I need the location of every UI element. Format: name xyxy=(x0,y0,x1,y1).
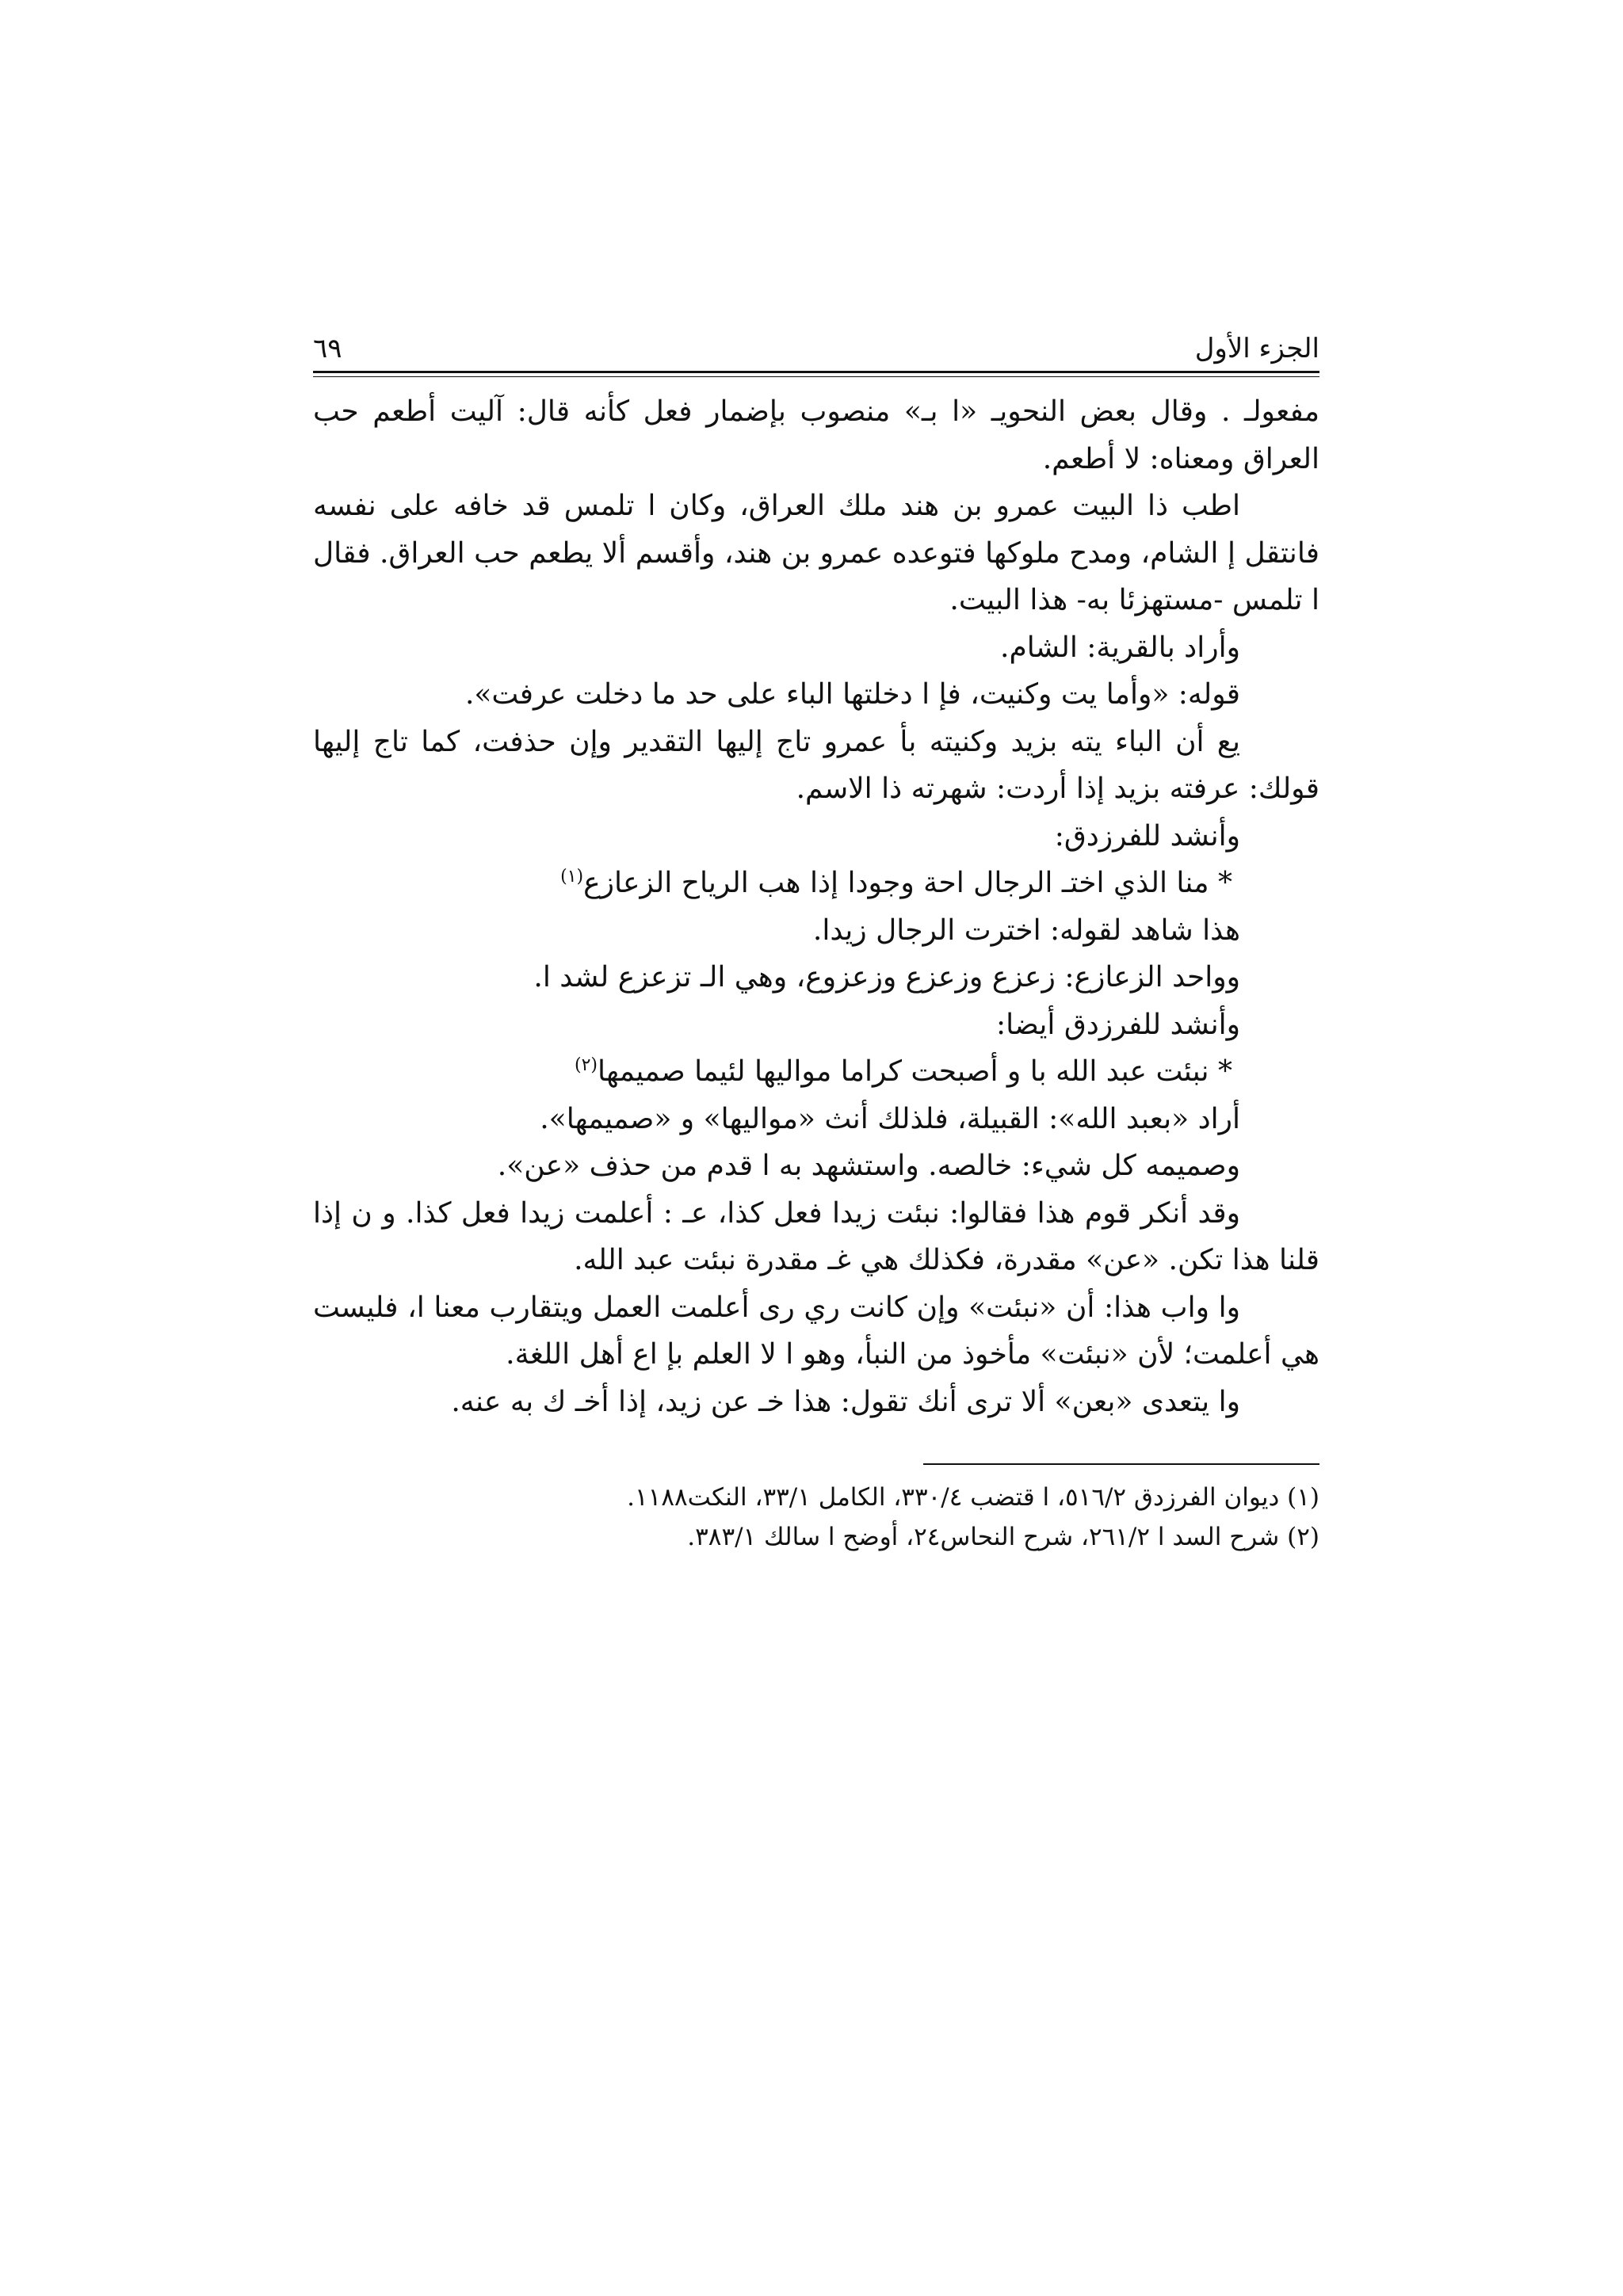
header-double-rule xyxy=(313,371,1319,377)
paragraph: وا واب هذا: أن «نبئت» وإن كانت ري رى أعلمت العمل ويتقارب معنا ا، فليست هي أعلمت؛ لأن «نبئت» مأخوذ من النبأ، وهو ا لا العلم بإ اع أهل اللغة. xyxy=(313,1291,1319,1371)
footnotes xyxy=(313,1478,1319,1557)
paragraph: قوله: «وأما يت وكنيت، فإ ا دخلتها الباء على حد ما دخلت عرفت». xyxy=(464,678,1240,711)
paragraph: مفعولـ . وقال بعض النحويـ «ا بـ» منصوب بإضمار فعل كأنه قال: آليت أطعم حب العراق ومعناه: لا أطعم. xyxy=(313,395,1319,475)
book-page xyxy=(313,325,1319,1557)
verse-text: * نبئت عبد الله با و أصبحت كراما مواليها لئيما صميمها xyxy=(598,1055,1232,1088)
footnote-marker: (٢) xyxy=(575,1055,598,1075)
paragraph: يع أن الباء يته بزيد وكنيته بأ عمرو تاج إليها التقدير وإن حذفت، كما تاج إليها قولك: عرفته بزيد إذا أردت: شهرته ذا الاسم. xyxy=(313,725,1319,805)
paragraph: هذا شاهد لقوله: اخترت الرجال زيدا. xyxy=(812,913,1240,947)
verse-line xyxy=(313,860,1319,907)
paragraph: أراد «بعبد الله»: القبيلة، فلذلك أنث «مواليها» و «صميمها». xyxy=(540,1102,1240,1135)
main-text xyxy=(313,388,1319,1425)
chapter-title: الجزء الأول xyxy=(1194,333,1319,364)
verse-line xyxy=(313,1048,1319,1096)
paragraph: وأنشد للفرزدق: xyxy=(1054,819,1240,852)
page-header xyxy=(313,325,1319,364)
verse-text: * منا الذي اختـ الرجال احة وجودا إذا هب الرياح الزعازع xyxy=(583,867,1232,899)
paragraph: وصميمه كل شيء: خالصه. واستشهد به ا قدم من حذف «عن». xyxy=(497,1150,1240,1182)
paragraph: وواحد الزعازع: زعزع وزعزع وزعزوع، وهي الـ تزعزع لشد ا. xyxy=(533,961,1240,994)
footnote-marker: (١) xyxy=(560,867,584,887)
paragraph: وا يتعدى «بعن» ألا ترى أنك تقول: هذا خـ عن زيد، إذا أخـ ك به عنه. xyxy=(451,1385,1240,1418)
page-number: ٦٩ xyxy=(313,333,342,364)
paragraph: وأراد بالقرية: الشام. xyxy=(1000,631,1240,664)
footnote: (٢) شرح السد ا ٢٦١/٢، شرح النحاس٢٤، أوضح ا سالك ٣٨٣/١. xyxy=(687,1523,1319,1551)
footnote: (١) ديوان الفرزدق ٥١٦/٢، ا قتضب ٣٣٠/٤، الكامل ٣٣/١، النكت١١٨٨. xyxy=(627,1483,1319,1512)
paragraph: وقد أنكر قوم هذا فقالوا: نبئت زيدا فعل كذا، عـ : أعلمت زيدا فعل كذا. و ن إذا قلنا هذا تكن. «عن» مقدرة، فكذلك هي غـ مقدرة نبئت عبد الله. xyxy=(313,1196,1319,1276)
paragraph: اطب ذا البيت عمرو بن هند ملك العراق، وكان ا تلمس قد خافه على نفسه فانتقل إ الشام، ومدح ملوكها فتوعده عمرو بن هند، وأقسم ألا يطعم حب العراق. فقال ا تلمس -مستهزئا به- هذا البيت. xyxy=(313,490,1319,616)
paragraph: وأنشد للفرزدق أيضا: xyxy=(996,1008,1240,1041)
footnote-separator xyxy=(923,1463,1319,1465)
